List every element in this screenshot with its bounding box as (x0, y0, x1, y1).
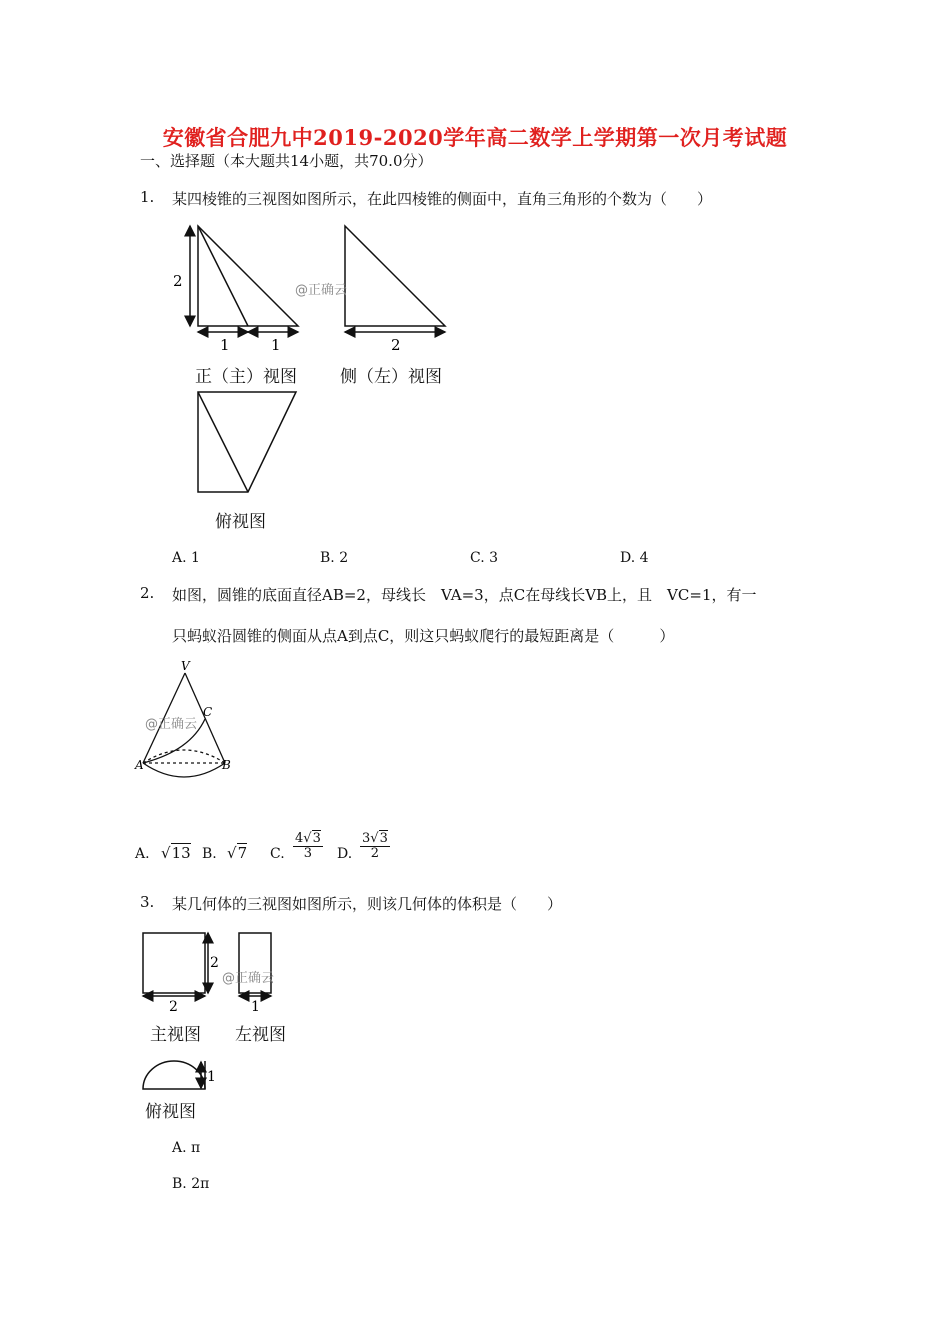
top-quad (198, 392, 296, 492)
q2-option-b-label: B. (202, 846, 217, 862)
q3-option-b: B. 2π (172, 1176, 210, 1192)
q1-top-label: 俯视图 (215, 512, 266, 532)
q2-label-b: B (222, 758, 231, 772)
top-diagonal (198, 392, 248, 492)
section-heading: 一、选择题（本大题共14小题，共70.0分） (140, 152, 433, 170)
q3-number: 3. (140, 893, 155, 911)
q3-left-label: 左视图 (235, 1025, 286, 1045)
watermark-2: @正确云 (145, 717, 198, 732)
q1-text: 某四棱锥的三视图如图所示，在此四棱锥的侧面中，直角三角形的个数为（ ） (172, 190, 713, 208)
q2-label-c: C (203, 705, 213, 719)
q1-dim-side: 2 (391, 336, 401, 354)
q2-option-c-value: $\frac{4√3}{3}$ (295, 831, 321, 861)
q2-option-a-value: √13 (161, 844, 191, 862)
watermark: @正确云 (295, 283, 348, 298)
side-triangle (345, 226, 445, 326)
q2-line1: 如图，圆锥的底面直径AB=2，母线长 VA=3，点C在母线长VB上，且 VC=1，有一 (172, 586, 757, 604)
q2-label-a: A (135, 758, 144, 772)
cone-base-back-arc (143, 750, 225, 763)
q1-option-c: C. 3 (470, 550, 499, 566)
q3-text: 某几何体的三视图如图所示，则该几何体的体积是（ ） (172, 895, 563, 913)
q2-option-a-label: A. (135, 846, 150, 862)
q2-option-d-value: $\frac{3√3}{2}$ (362, 831, 388, 861)
q1-option-b: B. 2 (320, 550, 349, 566)
q2-options (135, 832, 415, 866)
q3-dim-d: 1 (251, 999, 260, 1015)
q3-top-semicircle (143, 1061, 205, 1089)
q2-option-b-value: √7 (227, 844, 248, 862)
q2-line2: 只蚂蚁沿圆锥的侧面从点A到点C，则这只蚂蚁爬行的最短距离是（ ） (172, 627, 675, 645)
q3-dim-r: 1 (207, 1069, 216, 1085)
q3-three-view-figure (135, 925, 285, 1095)
q1-option-a: A. 1 (172, 550, 200, 566)
q1-dim-right: 1 (271, 336, 281, 354)
q3-top-label: 俯视图 (145, 1102, 196, 1122)
q1-dim-height: 2 (173, 272, 183, 290)
q1-dim-left: 1 (220, 336, 230, 354)
q2-option-c-label: C. (270, 846, 285, 862)
q1-front-label: 正（主）视图 (195, 367, 297, 387)
q3-main-rect (143, 933, 205, 993)
q3-dim-w: 2 (169, 999, 178, 1015)
q1-three-view-figure (165, 218, 465, 503)
cone-base-front-arc (143, 763, 225, 777)
q1-side-view (345, 226, 445, 332)
q1-number: 1. (140, 188, 155, 206)
page-title: 安徽省合肥九中2019-2020学年高二数学上学期第一次月考试题 (162, 125, 788, 150)
q1-front-view (190, 226, 298, 332)
q2-option-d-label: D. (337, 846, 353, 862)
q3-option-a: A. π (172, 1140, 201, 1156)
q3-dim-h: 2 (210, 955, 219, 971)
q1-top-view (198, 392, 296, 492)
q3-main-label: 主视图 (150, 1025, 201, 1045)
q1-option-d: D. 4 (620, 550, 649, 566)
front-outer-triangle (198, 226, 298, 326)
watermark-3: @正确云 (222, 971, 275, 986)
front-inner-line (198, 226, 248, 326)
q2-label-v: V (181, 659, 190, 673)
q2-number: 2. (140, 584, 155, 602)
q1-side-label: 侧（左）视图 (340, 367, 442, 387)
